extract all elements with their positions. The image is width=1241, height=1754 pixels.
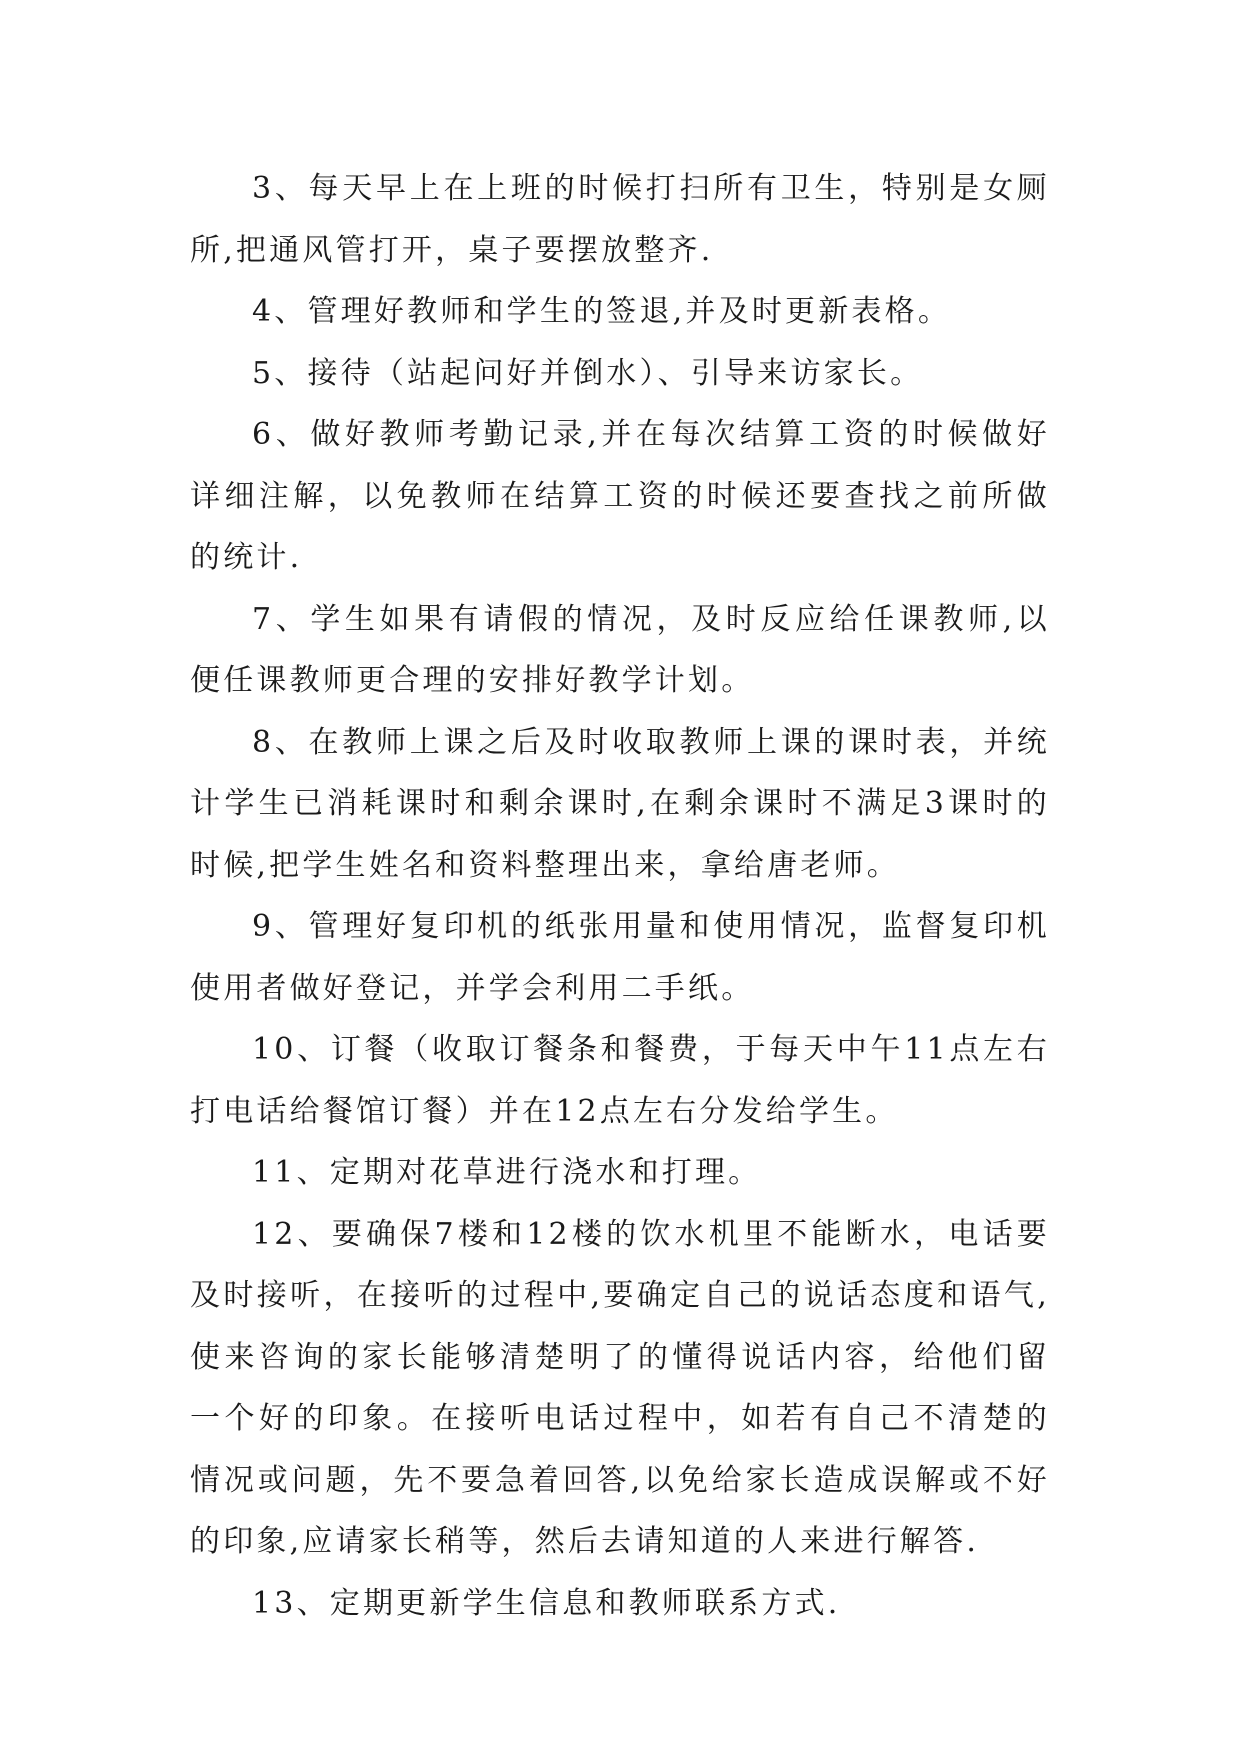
paragraph-item-12: 12、要确保7楼和12楼的饮水机里不能断水，电话要及时接听，在接听的过程中,要确定自己的说话态度和语气,使来咨询的家长能够清楚明了的懂得说话内容，给他们留一个好的印象。在接听电话过程中，如若有自己不清楚的情况或问题，先不要急着回答,以免给家长造成误解或不好的印象,应请家长稍等，然后去请知道的人来进行解答.: [190, 1216, 1050, 1559]
paragraph-item-10: 10、订餐（收取订餐条和餐费，于每天中午11点左右打电话给餐馆订餐）并在12点左右分发给学生。: [190, 1032, 1050, 1129]
paragraph-item-11: 11、定期对花草进行浇水和打理。: [252, 1155, 762, 1190]
paragraph-item-5: 5、接待（站起问好并倒水）、引导来访家长。: [252, 355, 924, 391]
paragraph-item-7: 7、学生如果有请假的情况，及时反应给任课教师,以便任课教师更合理的安排好教学计划。: [190, 601, 1050, 698]
paragraph-item-8: 8、在教师上课之后及时收取教师上课的课时表，并统计学生已消耗课时和剩余课时,在剩余课时不满足3课时的时候,把学生姓名和资料整理出来，拿给唐老师。: [190, 724, 1050, 883]
paragraph-item-3: 3、每天早上在上班的时候打扫所有卫生，特别是女厕所,把通风管打开，桌子要摆放整齐.: [190, 171, 1050, 268]
paragraph-item-13: 13、定期更新学生信息和教师联系方式.: [252, 1585, 841, 1621]
paragraph-item-4: 4、管理好教师和学生的签退,并及时更新表格。: [252, 294, 952, 329]
paragraph-item-6: 6、做好教师考勤记录,并在每次结算工资的时候做好详细注解，以免教师在结算工资的时候还要查找之前所做的统计.: [190, 417, 1050, 575]
document-body: [190, 158, 1050, 1634]
paragraph-item-9: 9、管理好复印机的纸张用量和使用情况，监督复印机使用者做好登记，并学会利用二手纸。: [190, 909, 1050, 1006]
